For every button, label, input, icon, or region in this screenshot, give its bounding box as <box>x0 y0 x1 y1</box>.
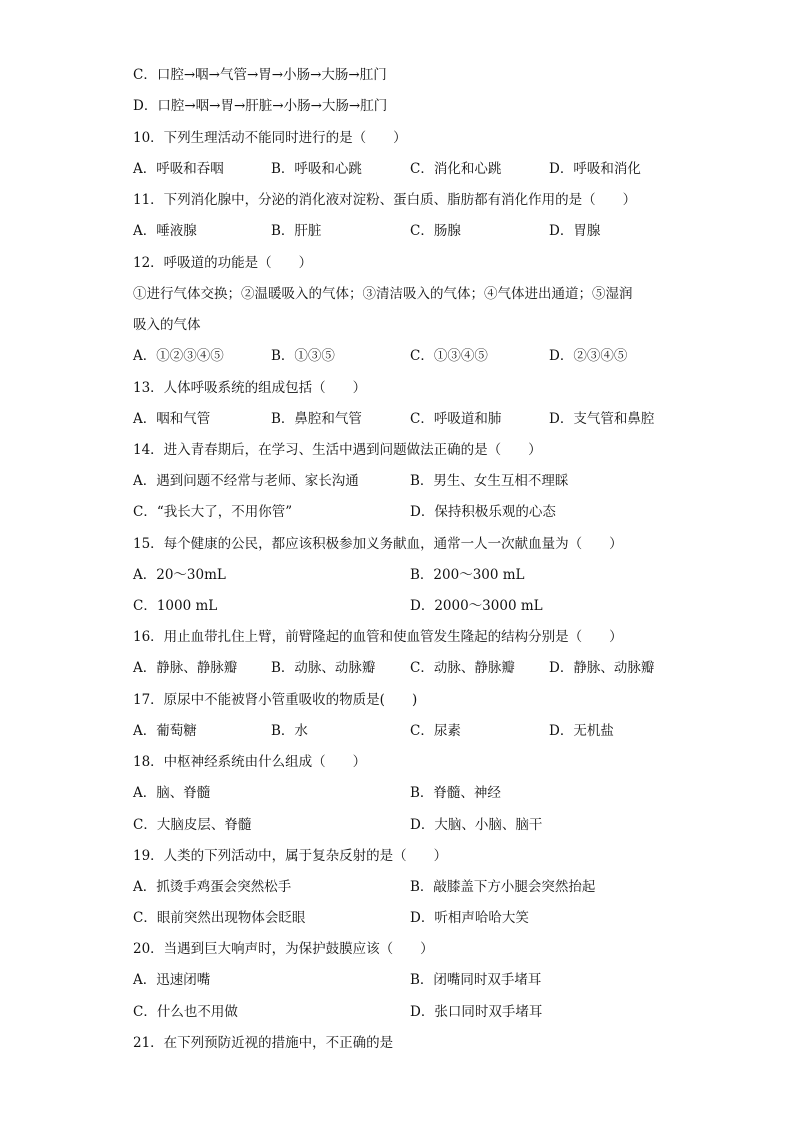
q17-option-d: D．无机盐 <box>549 723 614 739</box>
q12-stem: 12．呼吸道的功能是（ ） <box>133 255 313 271</box>
q10-option-c: C．消化和心跳 <box>410 161 502 177</box>
q9-option-d: D．口腔→咽→胃→肝脏→小肠→大肠→肛门 <box>133 98 388 114</box>
q10-options <box>133 159 693 179</box>
q11-option-b: B．肝脏 <box>271 223 322 239</box>
q15-options-row2 <box>133 596 693 616</box>
q14-option-d: D．保持积极乐观的心态 <box>410 504 556 520</box>
q19-option-a: A．抓烫手鸡蛋会突然松手 <box>133 879 292 895</box>
q11-option-c: C．肠腺 <box>410 223 461 239</box>
q19-option-c: C．眼前突然出现物体会眨眼 <box>133 910 306 926</box>
q16-stem: 16．用止血带扎住上臂，前臂隆起的血管和使血管发生隆起的结构分别是（ ） <box>133 629 623 645</box>
q13-option-a: A．咽和气管 <box>133 411 211 427</box>
q17-stem: 17．原尿中不能被肾小管重吸收的物质是( ) <box>133 692 418 708</box>
q20-option-c: C．什么也不用做 <box>133 1004 238 1020</box>
q13-options <box>133 409 693 429</box>
q15-options-row1 <box>133 565 693 585</box>
q17-option-c: C．尿素 <box>410 723 461 739</box>
q16-option-b: B．动脉、动脉瓣 <box>271 660 376 676</box>
q20-stem: 20．当遇到巨大响声时，为保护鼓膜应该（ ） <box>133 941 434 957</box>
q14-options-row2 <box>133 502 693 522</box>
q15-option-b: B．200～300 mL <box>410 567 525 583</box>
q12-option-d: D．②③④⑤ <box>549 348 628 364</box>
q13-stem: 13．人体呼吸系统的组成包括（ ） <box>133 380 367 396</box>
q10-option-a: A．呼吸和吞咽 <box>133 161 224 177</box>
q18-option-d: D．大脑、小脑、脑干 <box>410 817 543 833</box>
q10-option-b: B．呼吸和心跳 <box>271 161 362 177</box>
q20-option-b: B．闭嘴同时双手堵耳 <box>410 972 542 988</box>
q18-stem: 18．中枢神经系统由什么组成（ ） <box>133 754 367 770</box>
q14-option-b: B．男生、女生互相不理睬 <box>410 473 569 489</box>
q19-stem: 19．人类的下列活动中，属于复杂反射的是（ ） <box>133 848 448 864</box>
q19-options-row1 <box>133 877 693 897</box>
q15-option-c: C．1000 mL <box>133 598 218 614</box>
q19-options-row2 <box>133 908 693 928</box>
q11-stem: 11．下列消化腺中，分泌的消化液对淀粉、蛋白质、脂肪都有消化作用的是（ ） <box>133 192 637 208</box>
q14-stem: 14．进入青春期后，在学习、生活中遇到问题做法正确的是（ ） <box>133 442 542 458</box>
q9-option-c: C．口腔→咽→气管→胃→小肠→大肠→肛门 <box>133 67 387 83</box>
q18-option-b: B．脊髓、神经 <box>410 785 501 801</box>
q18-option-a: A．脑、脊髓 <box>133 785 211 801</box>
q20-options-row1 <box>133 970 693 990</box>
q18-options-row1 <box>133 783 693 803</box>
q16-option-d: D．静脉、动脉瓣 <box>549 660 655 676</box>
q14-option-a: A．遇到问题不经常与老师、家长沟通 <box>133 473 359 489</box>
q12-options <box>133 346 693 366</box>
q16-option-a: A．静脉、静脉瓣 <box>133 660 238 676</box>
q10-stem: 10．下列生理活动不能同时进行的是（ ） <box>133 130 407 146</box>
q17-option-b: B．水 <box>271 723 308 739</box>
q16-option-c: C．动脉、静脉瓣 <box>410 660 515 676</box>
q13-option-b: B．鼻腔和气管 <box>271 411 362 427</box>
q11-option-d: D．胃腺 <box>549 223 601 239</box>
q17-option-a: A．葡萄糖 <box>133 723 197 739</box>
q17-options <box>133 721 693 741</box>
q12-option-a: A．①②③④⑤ <box>133 348 224 364</box>
q20-option-d: D．张口同时双手堵耳 <box>410 1004 543 1020</box>
q11-option-a: A．唾液腺 <box>133 223 197 239</box>
q15-option-a: A．20～30mL <box>133 567 226 583</box>
q14-option-c: C．“我长大了，不用你管” <box>133 504 293 520</box>
q18-option-c: C．大脑皮层、脊髓 <box>133 817 252 833</box>
q15-option-d: D．2000～3000 mL <box>410 598 543 614</box>
q14-options-row1 <box>133 471 693 491</box>
q11-options <box>133 221 693 241</box>
q12-description-line1: ①进行气体交换；②温暖吸入的气体；③清洁吸入的气体；④气体进出通道；⑤湿润 <box>133 286 633 302</box>
q20-options-row2 <box>133 1002 693 1022</box>
q19-option-b: B．敲膝盖下方小腿会突然抬起 <box>410 879 596 895</box>
q12-description-line2: 吸入的气体 <box>133 317 201 333</box>
q12-option-b: B．①③⑤ <box>271 348 335 364</box>
q20-option-a: A．迅速闭嘴 <box>133 972 211 988</box>
q16-options <box>133 658 693 678</box>
q12-option-c: C．①③④⑤ <box>410 348 488 364</box>
q10-option-d: D．呼吸和消化 <box>549 161 641 177</box>
q21-stem: 21．在下列预防近视的措施中，不正确的是 <box>133 1035 394 1051</box>
q18-options-row2 <box>133 815 693 835</box>
q13-option-c: C．呼吸道和肺 <box>410 411 502 427</box>
q15-stem: 15．每个健康的公民，都应该积极参加义务献血，通常一人一次献血量为（ ） <box>133 536 623 552</box>
q13-option-d: D．支气管和鼻腔 <box>549 411 655 427</box>
q19-option-d: D．听相声哈哈大笑 <box>410 910 529 926</box>
